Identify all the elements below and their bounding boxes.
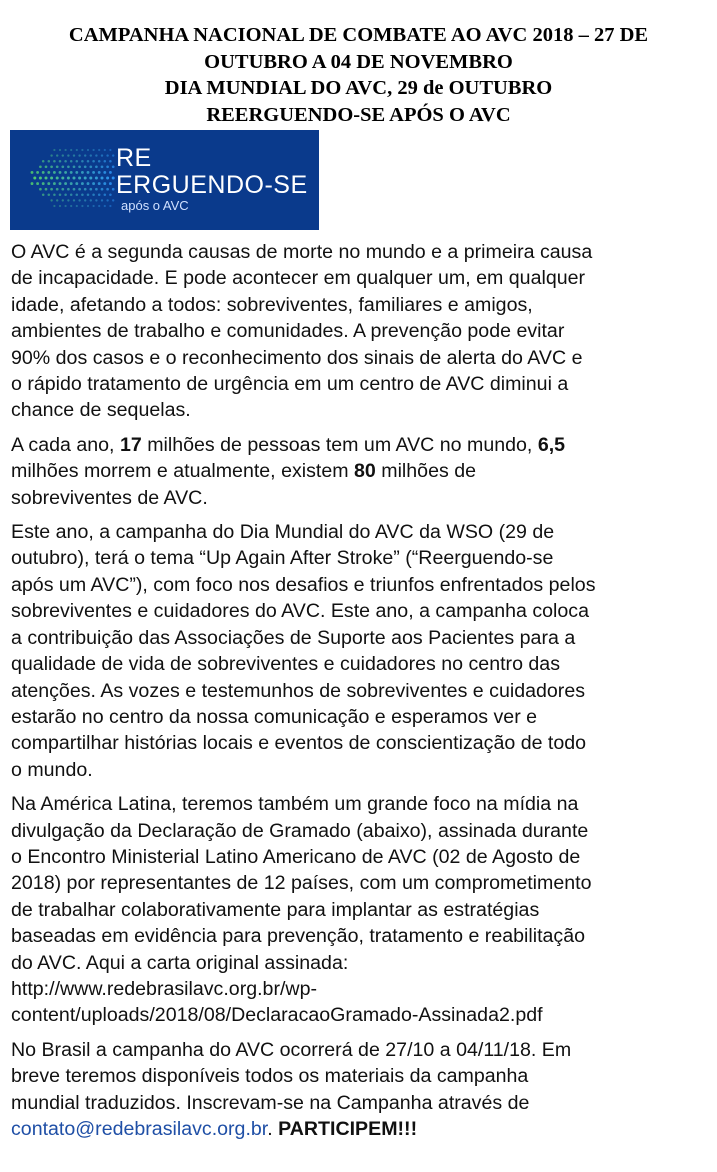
logo-dot xyxy=(104,205,106,207)
logo-dot xyxy=(61,188,64,191)
logo-dot xyxy=(92,160,95,163)
logo-dot xyxy=(106,199,108,201)
logo-dot xyxy=(56,188,59,191)
header-line-4: REERGUENDO-SE APÓS O AVC xyxy=(206,103,511,126)
text-line: Este ano, a campanha do Dia Mundial do AVC da WSO (29 de xyxy=(11,521,555,544)
logo-dot xyxy=(45,177,48,180)
text-line: após um AVC”), com foco nos desafios e triunfos enfrentados pelos xyxy=(11,573,596,596)
logo-dot xyxy=(48,160,51,163)
text-line: outubro), terá o tema “Up Again After Stroke” (“Reerguendo-se xyxy=(11,547,554,570)
logo-dot xyxy=(73,165,76,168)
logo-dot xyxy=(109,160,112,163)
logo-dot xyxy=(104,194,107,197)
logo-dot xyxy=(90,154,92,156)
logo-dot xyxy=(95,188,98,191)
contact-email-link[interactable]: contato@redebrasilavc.org.br xyxy=(11,1118,268,1140)
logo-dot xyxy=(36,171,39,174)
text-line: ambientes de trabalho e comunidades. A prevenção pode evitar xyxy=(11,320,565,343)
logo-dot xyxy=(101,165,104,168)
logo-dot xyxy=(50,154,52,156)
logo-dot xyxy=(76,205,78,207)
logo-dot xyxy=(36,182,39,185)
stat-deaths: 6,5 xyxy=(537,433,566,456)
text-line: breve teremos disponíveis todos os materiais da campanha xyxy=(11,1065,529,1088)
stat-strokes-per-year: 17 xyxy=(119,433,142,456)
logo-dot xyxy=(109,171,112,174)
logo-dot xyxy=(112,154,114,156)
text-line: qualidade de vida de sobreviventes e cuidadores no centro das xyxy=(11,653,560,676)
logo-dot xyxy=(64,182,67,185)
logo-dot xyxy=(56,177,59,180)
logo-dot xyxy=(98,160,101,163)
logo-dot xyxy=(39,165,42,168)
logo-dot xyxy=(56,165,59,168)
letter-url-line-1: http://www.redebrasilavc.org.br/wp- xyxy=(11,977,317,1000)
logo-dot xyxy=(89,188,92,191)
campaign-logo xyxy=(10,130,319,230)
logo-dot xyxy=(75,171,78,174)
logo-dot xyxy=(87,160,90,163)
logo-dot xyxy=(95,199,97,201)
logo-text-line-2: ERGUENDO-SE xyxy=(116,171,308,199)
logo-dot xyxy=(81,194,84,197)
logo-dot xyxy=(53,194,56,197)
logo-dot xyxy=(101,188,104,191)
logo-dot xyxy=(39,177,42,180)
logo-dot xyxy=(42,182,45,185)
logo-dot xyxy=(98,182,101,185)
header-line-3: DIA MUNDIAL DO AVC, 29 de OUTUBRO xyxy=(164,77,553,99)
logo-dot xyxy=(109,205,111,207)
logo-dot xyxy=(78,188,81,191)
logo-dot xyxy=(59,205,61,207)
text-line: de incapacidade. E pode acontecer em qualquer um, em qualquer xyxy=(11,267,586,290)
paragraph-1 xyxy=(11,239,711,424)
logo-dot xyxy=(75,182,78,185)
logo-dot xyxy=(53,205,55,207)
text-line: baseadas em evidência para prevenção, tratamento e reabilitação xyxy=(11,925,586,948)
logo-dot xyxy=(62,154,64,156)
logo-dot xyxy=(112,177,115,180)
logo-dot xyxy=(70,171,73,174)
logo-dot xyxy=(64,171,67,174)
text-run: milhões morrem e atualmente, existem xyxy=(11,460,355,483)
logo-dot xyxy=(53,149,55,151)
logo-dot xyxy=(78,177,81,180)
logo-dot xyxy=(95,165,98,168)
logo-dot xyxy=(89,165,92,168)
logo-dot xyxy=(90,199,92,201)
document-header xyxy=(0,22,717,128)
logo-dot xyxy=(61,165,64,168)
logo-dot xyxy=(112,165,115,168)
paragraph-5 xyxy=(11,1037,711,1143)
logo-dot xyxy=(89,177,92,180)
text-line: atenções. As vozes e testemunhos de sobreviventes e cuidadores xyxy=(11,679,586,702)
logo-dot xyxy=(56,154,58,156)
text-line: a contribuição das Associações de Suporte aos Pacientes para a xyxy=(11,626,576,649)
logo-dot xyxy=(67,154,69,156)
logo-dot xyxy=(62,199,64,201)
paragraph-4 xyxy=(11,791,711,1029)
logo-dot xyxy=(84,154,86,156)
logo-dot xyxy=(103,182,106,185)
logo-dot xyxy=(101,154,103,156)
header-line-1: CAMPANHA NACIONAL DE COMBATE AO AVC 2018 – 27 DE xyxy=(68,24,649,46)
logo-dot xyxy=(73,154,75,156)
logo-text-line-3: após o AVC xyxy=(121,198,189,213)
logo-dot xyxy=(73,177,76,180)
logo-dot xyxy=(64,194,67,197)
logo-dot xyxy=(56,199,58,201)
text-line: o mundo. xyxy=(11,758,93,781)
logo-dot xyxy=(93,149,95,151)
logo-dot xyxy=(95,177,98,180)
logo-dot xyxy=(76,149,78,151)
logo-dot xyxy=(31,171,34,174)
logo-dot xyxy=(98,194,101,197)
text-line: 2018) por representantes de 12 países, com um comprometimento xyxy=(11,872,592,895)
logo-dot xyxy=(78,154,80,156)
logo-dot xyxy=(98,205,100,207)
text-line: 90% dos casos e o reconhecimento dos sinais de alerta do AVC e xyxy=(11,346,583,369)
logo-dot xyxy=(109,182,112,185)
logo-dot xyxy=(81,182,84,185)
logo-dot xyxy=(106,165,109,168)
text-line: o Encontro Ministerial Latino Americano de AVC (02 de Agosto de xyxy=(11,845,581,868)
logo-dot xyxy=(81,160,84,163)
text-line xyxy=(11,458,711,484)
logo-dot xyxy=(87,149,89,151)
logo-dot xyxy=(67,199,69,201)
logo-dot xyxy=(59,171,62,174)
logo-dot xyxy=(84,165,87,168)
logo-dot xyxy=(87,171,90,174)
logo-dot xyxy=(67,188,70,191)
logo-dot xyxy=(42,171,45,174)
logo-dot xyxy=(78,165,81,168)
logo-dot xyxy=(112,188,115,191)
logo-dot xyxy=(112,199,114,201)
text-line: sobreviventes de AVC. xyxy=(11,486,208,509)
logo-dot xyxy=(101,177,104,180)
logo-dot xyxy=(50,188,53,191)
logo-dot xyxy=(78,199,80,201)
logo-text-line-1: RE xyxy=(116,144,152,172)
text-line xyxy=(11,432,711,458)
logo-dot xyxy=(92,171,95,174)
text-line: mundial traduzidos. Inscrevam-se na Campanha através de xyxy=(11,1091,530,1114)
logo-dot xyxy=(48,194,51,197)
header-line-2: OUTUBRO A 04 DE NOVEMBRO xyxy=(204,50,513,73)
text-line: divulgação da Declaração de Gramado (abaixo), assinada durante xyxy=(11,819,589,842)
logo-dot xyxy=(70,182,73,185)
logo-dot xyxy=(84,188,87,191)
logo-dot xyxy=(47,171,50,174)
logo-dot xyxy=(106,188,109,191)
logo-dot xyxy=(59,160,62,163)
text-run: . xyxy=(267,1118,279,1140)
logo-dot xyxy=(104,160,107,163)
logo-dot xyxy=(95,154,97,156)
logo-dot xyxy=(31,182,34,185)
logo-dot xyxy=(70,149,72,151)
logo-dot xyxy=(47,182,50,185)
logo-dot xyxy=(50,199,52,201)
logo-dot xyxy=(93,205,95,207)
logo-dot xyxy=(70,205,72,207)
text-line: O AVC é a segunda causas de morte no mundo e a primeira causa xyxy=(11,241,593,263)
logo-dot xyxy=(87,194,90,197)
call-to-action: PARTICIPEM!!! xyxy=(278,1118,418,1140)
logo-dot xyxy=(81,149,83,151)
logo-dot xyxy=(106,177,109,180)
logo-dot xyxy=(104,149,106,151)
text-line: idade, afetando a todos: sobreviventes, familiares e amigos, xyxy=(11,293,533,316)
text-line: estarão no centro da nossa comunicação e esperamos ver e xyxy=(11,705,538,728)
logo-dot xyxy=(109,194,112,197)
paragraph-2 xyxy=(11,432,711,511)
text-line: compartilhar histórias locais e eventos de conscientização de todo xyxy=(11,732,587,755)
logo-dot xyxy=(59,182,62,185)
logo-dot xyxy=(67,165,70,168)
logo-dot xyxy=(101,199,103,201)
text-line: do AVC. Aqui a carta original assinada: xyxy=(11,951,349,974)
text-line: chance de sequelas. xyxy=(11,399,191,422)
logo-dot xyxy=(61,177,64,180)
logo-dot xyxy=(53,182,56,185)
paragraph-3 xyxy=(11,519,711,783)
logo-dot xyxy=(45,188,48,191)
logo-dot xyxy=(73,188,76,191)
text-run: milhões de xyxy=(375,460,477,483)
logo-dot xyxy=(87,205,89,207)
logo-dot xyxy=(87,182,90,185)
logo-dot xyxy=(50,177,53,180)
text-run: A cada ano, xyxy=(11,433,120,456)
logo-dot xyxy=(84,177,87,180)
logo-dot xyxy=(50,165,53,168)
logo-dot xyxy=(84,199,86,201)
logo-dot xyxy=(45,165,48,168)
text-line: Na América Latina, teremos também um grande foco na mídia na xyxy=(11,793,579,816)
logo-dot xyxy=(59,194,62,197)
logo-dot xyxy=(98,149,100,151)
logo-dot xyxy=(42,160,45,163)
logo-dot xyxy=(98,171,101,174)
logo-dot xyxy=(76,160,79,163)
logo-dot xyxy=(103,171,106,174)
text-run: milhões de pessoas tem um AVC no mundo, xyxy=(141,433,538,456)
text-line: o rápido tratamento de urgência em um centro de AVC diminui a xyxy=(11,373,569,396)
text-line xyxy=(11,1116,711,1142)
logo-dot xyxy=(53,160,56,163)
logo-dot xyxy=(42,194,45,197)
logo-dot xyxy=(59,149,61,151)
logo-dot xyxy=(109,149,111,151)
text-line: No Brasil a campanha do AVC ocorrerá de 27/10 a 04/11/18. Em xyxy=(11,1038,572,1061)
logo-dot xyxy=(65,149,67,151)
logo-dot xyxy=(65,205,67,207)
logo-dot xyxy=(64,160,67,163)
logo-dot xyxy=(92,182,95,185)
document-body xyxy=(11,239,711,1150)
stat-survivors: 80 xyxy=(354,460,376,483)
letter-url-line-2: content/uploads/2018/08/DeclaracaoGramado-Assinada2.pdf xyxy=(11,1004,543,1027)
logo-dot xyxy=(76,194,79,197)
text-line: sobreviventes e cuidadores do AVC. Este ano, a campanha coloca xyxy=(11,600,590,623)
text-line: de trabalhar colaborativamente para implantar as estratégias xyxy=(11,898,540,921)
logo-dot xyxy=(53,171,56,174)
logo-dot xyxy=(70,194,73,197)
logo-dot xyxy=(81,171,84,174)
logo-dot xyxy=(70,160,73,163)
logo-dot xyxy=(81,205,83,207)
logo-dot xyxy=(73,199,75,201)
logo-dot xyxy=(39,188,42,191)
logo-dot xyxy=(106,154,108,156)
logo-dot xyxy=(33,177,36,180)
logo-dot xyxy=(92,194,95,197)
logo-dot xyxy=(67,177,70,180)
